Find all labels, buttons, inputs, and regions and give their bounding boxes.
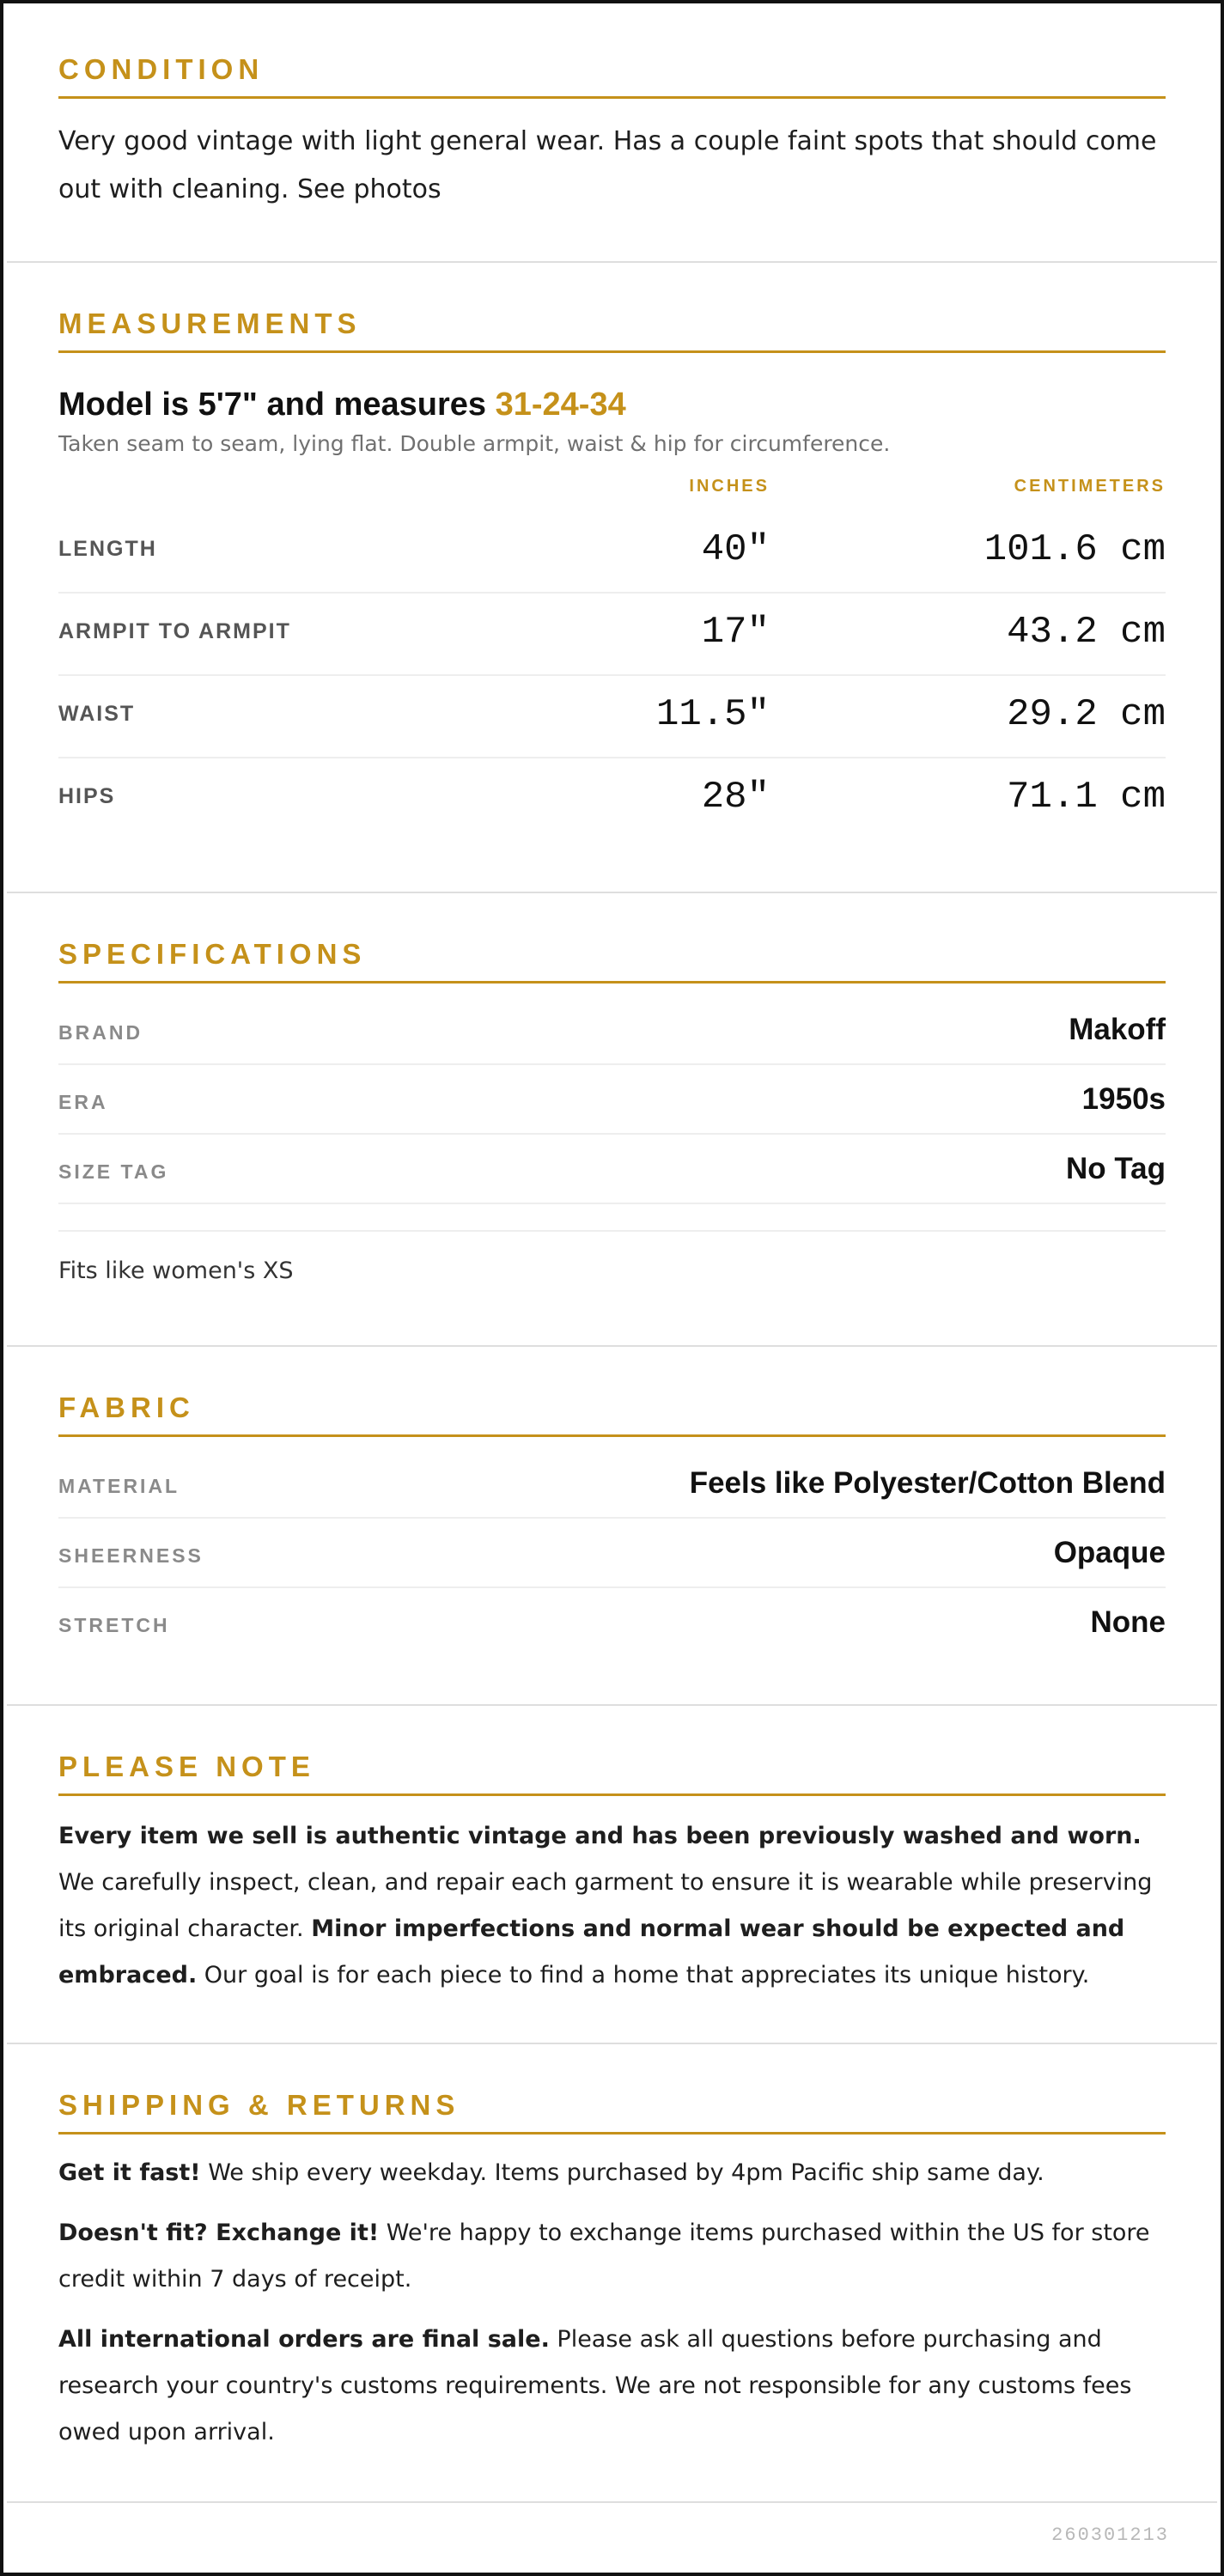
measurement-label: LENGTH <box>58 537 157 561</box>
shipping-p2-text: We're happy to exchange items purchased within the US for store credit within 7 days of receipt. <box>58 2220 1150 2293</box>
fabric-label: SHEERNESS <box>58 1544 204 1567</box>
measurement-table <box>58 511 1166 839</box>
item-id: 260301213 <box>1051 2524 1169 2546</box>
shipping-paragraph-2 <box>58 2210 1166 2303</box>
inches-column-header: INCHES <box>689 477 770 496</box>
fit-note-divider <box>58 1230 1166 1232</box>
specifications-list <box>58 996 1166 1204</box>
shipping-heading: SHIPPING & RETURNS <box>58 2089 460 2121</box>
please-note-text-1: We carefully inspect, clean, and repair each garment to ensure it is wearable while preserving its original character. <box>58 1869 1153 1942</box>
shipping-returns-section <box>7 2044 1217 2503</box>
measurement-cm: 71.1 cm <box>1007 776 1166 819</box>
please-note-text-2: Our goal is for each piece to find a home that appreciates its unique history. <box>197 1962 1090 1988</box>
please-note-bold-1: Every item we sell is authentic vintage and has been previously washed and worn. <box>58 1823 1142 1849</box>
fabric-value: Opaque <box>1053 1536 1166 1569</box>
shipping-p1-text: We ship every weekday. Items purchased by 4pm Pacific ship same day. <box>200 2159 1044 2186</box>
condition-heading: CONDITION <box>58 53 265 85</box>
spec-row <box>58 1135 1166 1204</box>
measurement-row <box>58 511 1166 594</box>
specifications-divider <box>58 981 1166 984</box>
shipping-divider <box>58 2132 1166 2134</box>
fabric-row <box>58 1519 1166 1588</box>
fabric-value: Feels like Polyester/Cotton Blend <box>689 1466 1166 1500</box>
condition-section <box>7 3 1217 263</box>
fabric-row <box>58 1588 1166 1656</box>
measurements-heading: MEASUREMENTS <box>58 308 362 339</box>
measurement-row <box>58 594 1166 676</box>
spec-label: ERA <box>58 1091 108 1113</box>
please-note-text <box>58 1813 1166 1999</box>
shipping-p2-bold: Doesn't fit? Exchange it! <box>58 2220 380 2246</box>
measurement-cm: 101.6 cm <box>983 528 1166 571</box>
spec-row <box>58 1065 1166 1135</box>
fabric-section <box>7 1347 1217 1706</box>
measurement-method-note: Taken seam to seam, lying flat. Double armpit, waist & hip for circumference. <box>58 431 891 456</box>
spec-label: SIZE TAG <box>58 1160 169 1183</box>
please-note-divider <box>58 1793 1166 1796</box>
specifications-heading: SPECIFICATIONS <box>58 938 367 970</box>
shipping-p3-bold: All international orders are final sale. <box>58 2326 550 2353</box>
fabric-list <box>58 1449 1166 1656</box>
spec-value: No Tag <box>1065 1152 1166 1185</box>
measurement-label: HIPS <box>58 784 116 808</box>
centimeters-column-header: CENTIMETERS <box>1014 477 1166 496</box>
fabric-value: None <box>1090 1605 1166 1639</box>
spec-value: 1950s <box>1081 1082 1166 1116</box>
please-note-section <box>7 1706 1217 2044</box>
please-note-bold-2: Minor imperfections and normal wear should be expected and embraced. <box>58 1915 1125 1988</box>
shipping-paragraph-3 <box>58 2317 1166 2456</box>
measurement-inches: 40" <box>701 528 770 571</box>
model-measures-value: 31-24-34 <box>495 387 626 423</box>
measurement-label: ARMPIT TO ARMPIT <box>58 619 291 643</box>
measurement-inches: 11.5" <box>655 693 770 736</box>
shipping-p1-bold: Get it fast! <box>58 2159 201 2186</box>
specifications-section <box>7 893 1217 1347</box>
measurements-divider <box>58 350 1166 353</box>
shipping-paragraph-1 <box>58 2150 1166 2196</box>
measurement-cm: 43.2 cm <box>1007 611 1166 654</box>
measurements-section <box>7 263 1217 893</box>
measurement-column-headers <box>58 477 1166 511</box>
spec-label: BRAND <box>58 1021 143 1044</box>
condition-text: Very good vintage with light general wear. Has a couple faint spots that should come out with cleaning. See photos <box>58 126 1157 204</box>
fabric-label: STRETCH <box>58 1614 170 1636</box>
measurement-inches: 28" <box>701 776 770 819</box>
fabric-label: MATERIAL <box>58 1475 180 1497</box>
fabric-row <box>58 1449 1166 1519</box>
please-note-heading: PLEASE NOTE <box>58 1751 315 1782</box>
condition-divider <box>58 96 1166 99</box>
fit-note: Fits like women's XS <box>58 1258 294 1284</box>
measurement-label: WAIST <box>58 702 136 726</box>
model-measures-prefix: Model is 5'7" and measures <box>58 387 496 423</box>
model-measures-line <box>58 381 1166 429</box>
fabric-heading: FABRIC <box>58 1392 195 1423</box>
measurement-cm: 29.2 cm <box>1007 693 1166 736</box>
measurement-row <box>58 676 1166 758</box>
fabric-divider <box>58 1434 1166 1437</box>
shipping-p3-text: Please ask all questions before purchasing and research your country's customs requirements. We are not responsible for any customs fees owed upon arrival. <box>58 2326 1132 2445</box>
spec-value: Makoff <box>1069 1013 1166 1046</box>
spec-row <box>58 996 1166 1065</box>
measurement-inches: 17" <box>701 611 770 654</box>
measurement-row <box>58 758 1166 839</box>
